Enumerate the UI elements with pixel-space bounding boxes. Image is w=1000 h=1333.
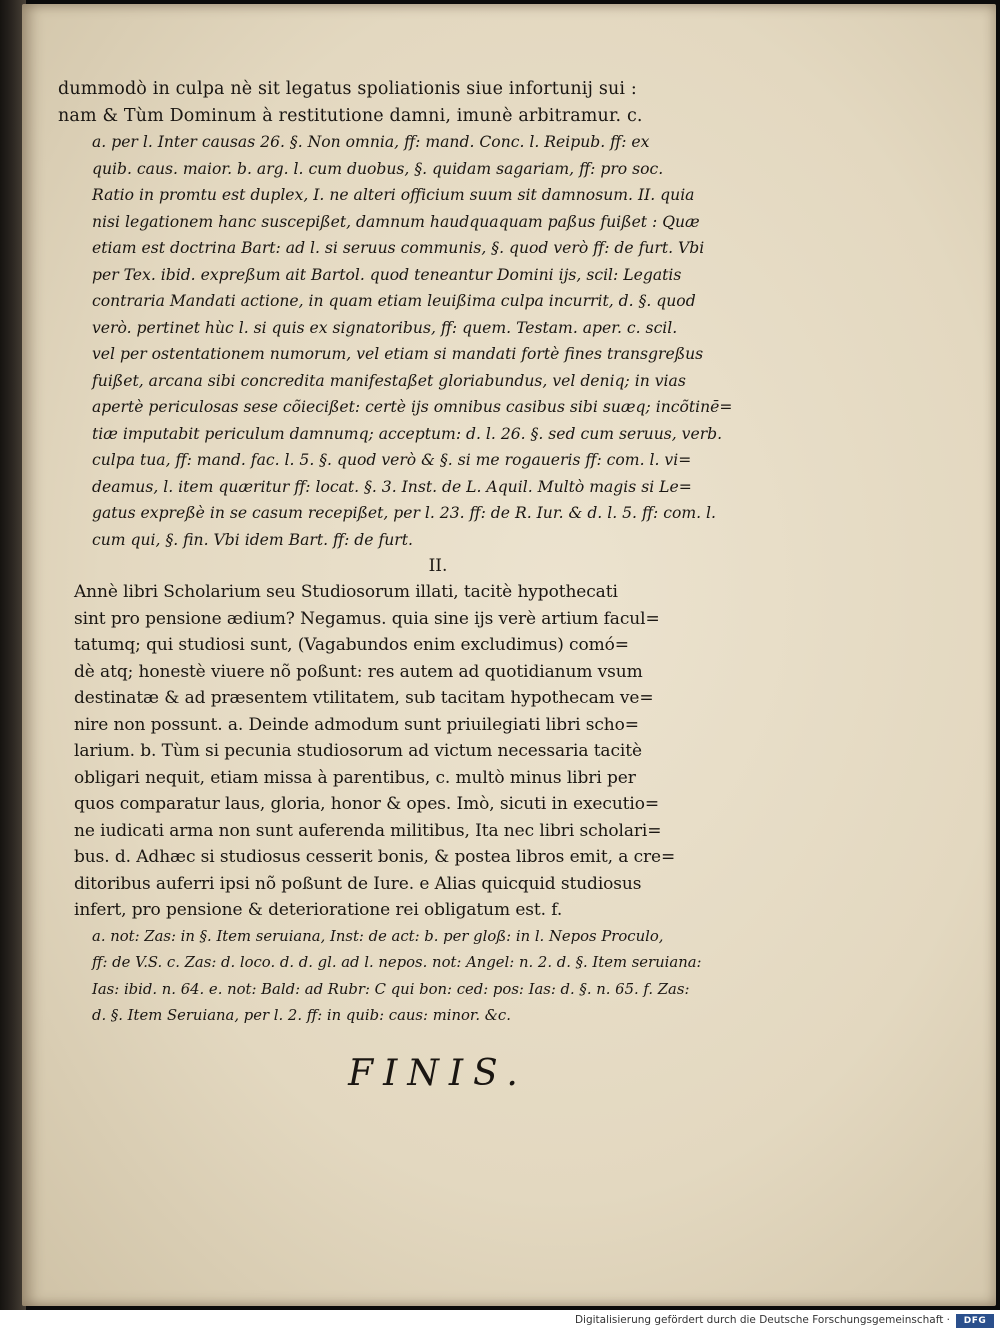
text-line: quib. caus. maior. b. arg. l. cum duobus, §. quidam sagariam, ff: pro soc. bbox=[92, 159, 664, 178]
text-line: Ias: ibid. n. 64. e. not: Bald: ad Rubr: C qui bon: ced: pos: Ias: d. §. n. 65. f. Zas: bbox=[92, 980, 690, 998]
text-line: obligari nequit, etiam missa à parentibus, c. multò minus libri per bbox=[74, 767, 636, 788]
text-line: nire non possunt. a. Deinde admodum sunt priuilegiati libri scho= bbox=[74, 714, 639, 735]
text-line: cum qui, §. fin. Vbi idem Bart. ff: de furt. bbox=[92, 530, 413, 549]
text-line: nisi legationem hanc suscepißet, damnum haudquaquam paßus fuißet : Quæ bbox=[92, 212, 700, 231]
text-line: bus. d. Adhæc si studiosus cesserit bonis, & postea libros emit, a cre= bbox=[74, 847, 676, 867]
book-page bbox=[22, 4, 996, 1306]
text-line: larium. b. Tùm si pecunia studiosorum ad victum necessaria tacitè bbox=[74, 741, 642, 761]
text-line: apertè periculosas sese cõiecißet: certè ijs omnibus casibus sibi suæq; incõtinē= bbox=[92, 398, 733, 416]
text-line: Annè libri Scholarium seu Studiosorum illati, tacitè hypothecati bbox=[74, 582, 618, 602]
text-line: per Tex. ibid. expreßum ait Bartol. quod teneantur Domini ijs, scil: Legatis bbox=[92, 265, 682, 284]
text-line: infert, pro pensione & deterioratione rei obligatum est. f. bbox=[74, 900, 563, 920]
text-line: dummodò in culpa nè sit legatus spoliationis siue infortunij sui : bbox=[58, 79, 637, 99]
text-line: contraria Mandati actione, in quam etiam leuißima culpa incurrit, d. §. quod bbox=[92, 292, 696, 310]
text-line: gatus expreßè in se casum recepißet, per l. 23. ff: de R. Iur. & d. l. 5. ff: com. l. bbox=[92, 504, 716, 522]
text-line: verò. pertinet hùc l. si quis ex signatoribus, ff: quem. Testam. aper. c. scil. bbox=[92, 318, 678, 337]
text-line: nam & Tùm Dominum à restitutione damni, imunè arbitramur. c. bbox=[58, 105, 643, 126]
finis-colophon: FINIS. bbox=[348, 1052, 528, 1094]
section-numeral: II. bbox=[428, 556, 448, 576]
text-line: ne iudicati arma non sunt auferenda militibus, Ita nec libri scholari= bbox=[74, 820, 662, 841]
footer-bar bbox=[0, 1310, 1000, 1333]
text-line: ditoribus auferri ipsi nõ poßunt de Iure. e Alias quicquid studiosus bbox=[74, 873, 642, 894]
text-line: tiæ imputabit periculum damnumq; acceptum: d. l. 26. §. sed cum seruus, verb. bbox=[92, 424, 723, 443]
funding-credit: Digitalisierung gefördert durch die Deutsche Forschungsgemeinschaft · bbox=[574, 1314, 950, 1326]
text-line: culpa tua, ff: mand. fac. l. 5. §. quod verò & §. si me rogaueris ff: com. l. vi= bbox=[92, 451, 692, 469]
text-line: sint pro pensione ædium? Negamus. quia sine ijs verè artium facul= bbox=[74, 608, 660, 629]
text-line: fuißet, arcana sibi concredita manifestaßet gloriabundus, vel deniq; in vias bbox=[92, 371, 686, 390]
text-line: vel per ostentationem numorum, vel etiam si mandati fortè fines transgreßus bbox=[92, 345, 704, 363]
dfg-logo: DFG bbox=[956, 1314, 994, 1328]
text-line: dè atq; honestè viuere nõ poßunt: res autem ad quotidianum vsum bbox=[74, 661, 643, 682]
text-line: ff: de V.S. c. Zas: d. loco. d. d. gl. ad l. nepos. not: Angel: n. 2. d. §. Item seruiana: bbox=[92, 954, 702, 971]
text-line: d. §. Item Seruiana, per l. 2. ff: in quib: caus: minor. &c. bbox=[92, 1007, 511, 1024]
page-text bbox=[58, 76, 818, 1104]
text-line: destinatæ & ad præsentem vtilitatem, sub tacitam hypothecam ve= bbox=[74, 688, 654, 708]
text-line: a. not: Zas: in §. Item seruiana, Inst: de act: b. per gloß: in l. Nepos Proculo, bbox=[92, 927, 664, 945]
text-line: etiam est doctrina Bart: ad l. si seruus communis, §. quod verò ff: de furt. Vbi bbox=[92, 239, 705, 257]
text-line: quos comparatur laus, gloria, honor & opes. Imò, sicuti in executio= bbox=[74, 794, 660, 814]
text-line: a. per l. Inter causas 26. §. Non omnia, ff: mand. Conc. l. Reipub. ff: ex bbox=[92, 133, 650, 151]
text-line: tatumq; qui studiosi sunt, (Vagabundos enim excludimus) comó= bbox=[74, 635, 629, 655]
text-line: deamus, l. item quæritur ff: locat. §. 3. Inst. de L. Aquil. Multò magis si Le= bbox=[92, 477, 692, 496]
text-line: Ratio in promtu est duplex, I. ne alteri officium suum sit damnosum. II. quia bbox=[92, 186, 695, 204]
